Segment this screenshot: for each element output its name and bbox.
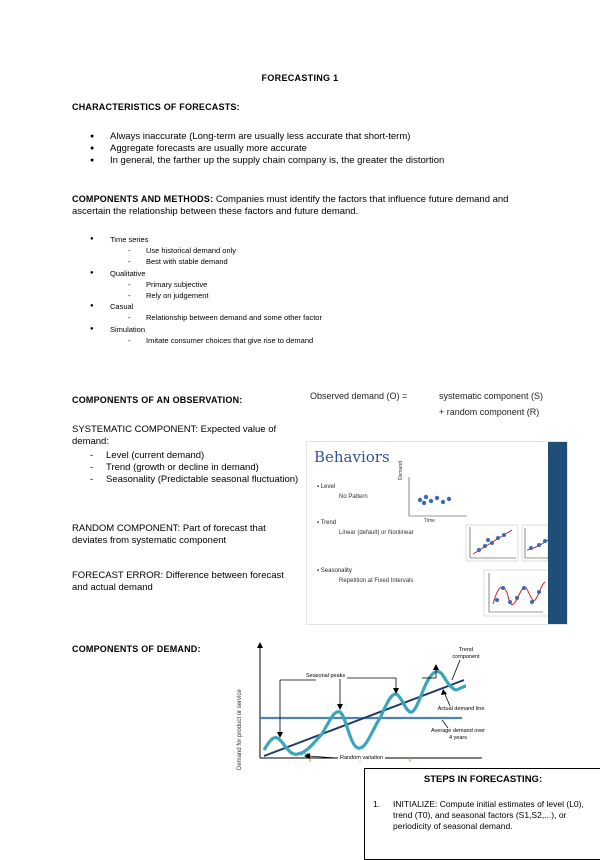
axis-x-label: Time (424, 518, 435, 524)
formula-left: Observed demand (O) = (310, 391, 408, 401)
error-text: FORECAST ERROR: Difference between forecast and actual demand (72, 570, 284, 593)
nonlinear-trend-mini-chart (522, 525, 548, 561)
formula-right-1: systematic component (S) (439, 391, 544, 401)
behaviors-title: Behaviors (314, 448, 390, 466)
average-demand-label: Average demand over 4 years (430, 728, 486, 741)
systematic-list (72, 450, 300, 486)
trend-component-label: Trend component (452, 647, 480, 660)
level-sub: No Pattern (339, 494, 368, 500)
list-item: ● In general, the farther up the supply chain company is, the greater the distortion (90, 155, 550, 167)
methods-list (90, 234, 510, 346)
axis-y-label: Demand (398, 461, 404, 480)
characteristics-heading: CHARACTERISTICS OF FORECASTS: (72, 102, 240, 112)
formula-right-2: + random component (R) (439, 407, 540, 417)
observation-heading: COMPONENTS OF AN OBSERVATION: (72, 395, 243, 405)
list-item: - Level (current demand) (72, 450, 300, 462)
method-sub-item: - Primary subjective (90, 279, 510, 290)
actual-demand-label: Actual demand line (437, 706, 485, 712)
slide-sidebar (548, 442, 567, 624)
behaviors-mini-charts (307, 442, 548, 624)
method-item: ● Simulation (90, 324, 510, 335)
seasonality-mini-chart (484, 570, 548, 616)
level-label: ▪ Level (317, 484, 336, 490)
trend-label: ▪ Trend (317, 520, 337, 526)
steps-item-number: 1. (373, 799, 381, 809)
page-title: FORECASTING 1 (261, 73, 339, 83)
seasonal-peaks-label: Seasonal peaks (306, 673, 346, 679)
components-methods-heading: COMPONENTS AND METHODS: (72, 194, 214, 204)
method-sub-item: - Rely on judgement (90, 290, 510, 301)
steps-box (364, 768, 600, 860)
list-item: - Seasonality (Predictable seasonal fluctuation) (72, 474, 300, 486)
level-mini-chart (409, 477, 467, 516)
random-variation-label: Random variation (340, 755, 384, 761)
systematic-text: SYSTEMATIC COMPONENT: Expected value of demand: (72, 424, 277, 447)
demand-y-label: Demand for product or service (237, 689, 243, 770)
method-sub-item: - Imitate consumer choices that give rise to demand (90, 335, 510, 346)
components-methods-text: Companies must identify the factors that influence future demand and ascertain the relationship between these factors and future demand. (72, 194, 509, 217)
linear-trend-mini-chart (466, 525, 518, 561)
method-item: ● Time series (90, 234, 510, 245)
list-item: - Trend (growth or decline in demand) (72, 462, 300, 474)
method-item: ● Qualitative (90, 268, 510, 279)
trend-sub: Linear (default) or Nonlinear (339, 530, 414, 536)
components-methods-paragraph (72, 193, 542, 218)
list-item: ● Always inaccurate (Long-term are usually less accurate that short-term) (90, 131, 550, 143)
behaviors-slide (306, 441, 568, 625)
steps-heading: STEPS IN FORECASTING: (423, 774, 543, 785)
demand-heading: COMPONENTS OF DEMAND: (72, 644, 201, 654)
seasonality-sub: Repetition at Fixed Intervals (339, 578, 414, 584)
method-sub-item: - Relationship between demand and some other factor (90, 312, 510, 323)
seasonality-label: ▪ Seasonality (317, 568, 352, 574)
method-sub-item: - Use historical demand only (90, 245, 510, 256)
method-sub-item: - Best with stable demand (90, 256, 510, 267)
method-item: ● Casual (90, 301, 510, 312)
random-text: RANDOM COMPONENT: Part of forecast that deviates from systematic component (72, 523, 266, 546)
steps-item-1: INITIALIZE: Compute initial estimates of level (L0), trend (T0), and seasonal factors (S1,S2,...), or periodicity of seasonal demand. (393, 799, 584, 831)
characteristics-list (90, 131, 550, 167)
list-item: ● Aggregate forecasts are usually more accurate (90, 143, 550, 155)
